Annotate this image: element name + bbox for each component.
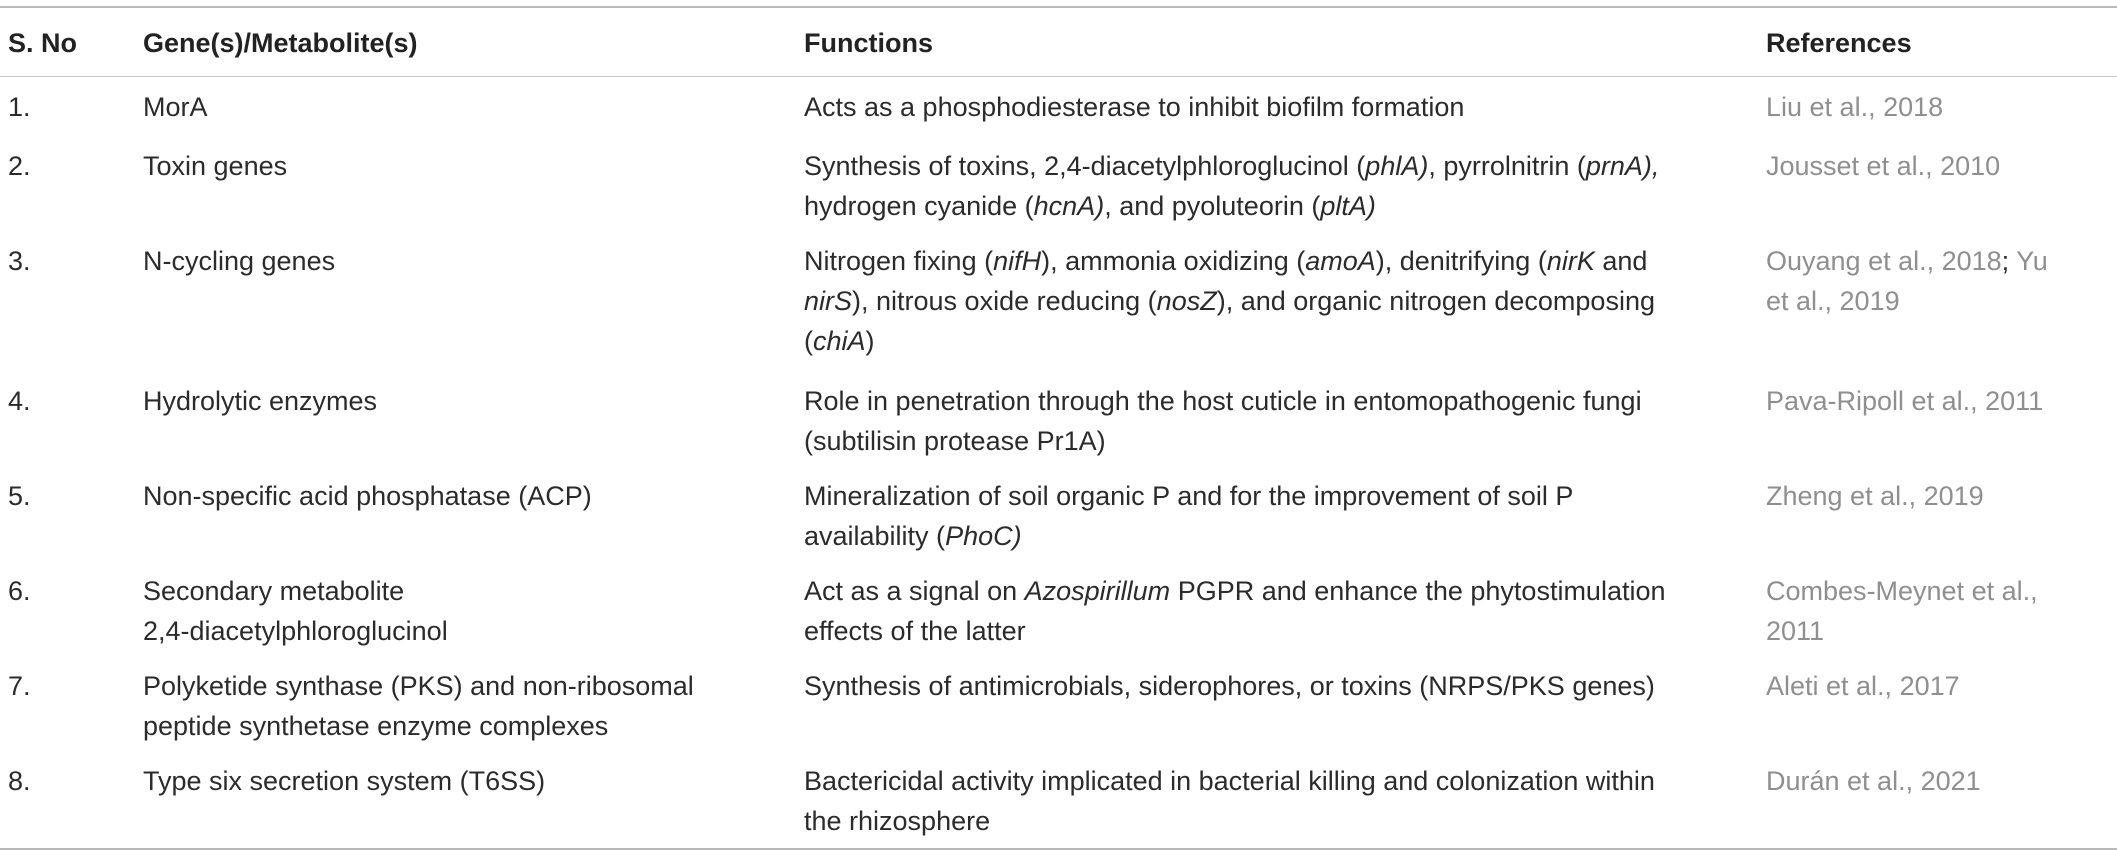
row-function: Act as a signal on Azospirillum PGPR and enhance the phytostimulation effects of the latter <box>804 576 1666 646</box>
header-references: References <box>1766 27 1912 58</box>
row-sno: 7. <box>8 671 31 701</box>
table-row <box>0 561 2117 656</box>
row-gene: MorA <box>143 92 208 122</box>
row-gene: Toxin genes <box>143 151 288 181</box>
row-function: Synthesis of antimicrobials, siderophores, or toxins (NRPS/PKS genes) <box>804 671 1655 701</box>
table-row <box>0 77 2117 136</box>
row-reference: Aleti et al., 2017 <box>1766 671 1960 701</box>
table-row <box>0 466 2117 561</box>
row-sno: 8. <box>8 766 31 796</box>
row-gene: Hydrolytic enzymes <box>143 386 378 416</box>
header-functions: Functions <box>804 27 933 58</box>
row-gene: Non-specific acid phosphatase (ACP) <box>143 481 592 511</box>
row-reference: Jousset et al., 2010 <box>1766 151 2001 181</box>
header-sno: S. No <box>8 27 78 58</box>
row-sno: 4. <box>8 386 31 416</box>
row-sno: 2. <box>8 151 31 181</box>
row-sno: 5. <box>8 481 31 511</box>
row-gene: Secondary metabolite 2,4-diacetylphloroglucinol <box>143 576 448 646</box>
table-row <box>0 656 2117 751</box>
row-gene: Polyketide synthase (PKS) and non-ribosomal peptide synthetase enzyme complexes <box>143 671 694 741</box>
row-reference: Pava-Ripoll et al., 2011 <box>1766 386 2044 416</box>
header-gene: Gene(s)/Metabolite(s) <box>143 27 418 58</box>
row-gene: Type six secretion system (T6SS) <box>143 766 546 796</box>
row-reference: Durán et al., 2021 <box>1766 766 1981 796</box>
row-reference: Ouyang et al., 2018; Yu et al., 2019 <box>1766 246 2048 316</box>
row-reference: Combes-Meynet et al., 2011 <box>1766 576 2038 646</box>
table-row <box>0 136 2117 231</box>
row-function: Nitrogen fixing (nifH), ammonia oxidizing (amoA), denitrifying (nirK and nirS), nitrous oxide reducing (nosZ), and organic nitrogen decomposing (chiA) <box>804 246 1655 356</box>
row-function: Mineralization of soil organic P and for the improvement of soil P availability (PhoC) <box>804 481 1574 551</box>
row-function: Bactericidal activity implicated in bacterial killing and colonization within the rhizosphere <box>804 766 1655 836</box>
row-reference: Liu et al., 2018 <box>1766 92 1944 122</box>
row-reference: Zheng et al., 2019 <box>1766 481 1984 511</box>
row-gene: N-cycling genes <box>143 246 336 276</box>
row-function: Role in penetration through the host cuticle in entomopathogenic fungi (subtilisin protease Pr1A) <box>804 386 1642 456</box>
row-sno: 3. <box>8 246 31 276</box>
row-function: Synthesis of toxins, 2,4-diacetylphloroglucinol (phlA), pyrrolnitrin (prnA), hydrogen cyanide (hcnA), and pyoluteorin (pltA) <box>804 151 1660 221</box>
table-row <box>0 751 2117 848</box>
row-function: Acts as a phosphodiesterase to inhibit biofilm formation <box>804 92 1465 122</box>
table-row <box>0 371 2117 466</box>
table-header-row <box>0 8 2117 76</box>
row-sno: 6. <box>8 576 31 606</box>
table-row <box>0 231 2117 371</box>
gene-function-table <box>0 6 2117 850</box>
row-sno: 1. <box>8 92 31 122</box>
